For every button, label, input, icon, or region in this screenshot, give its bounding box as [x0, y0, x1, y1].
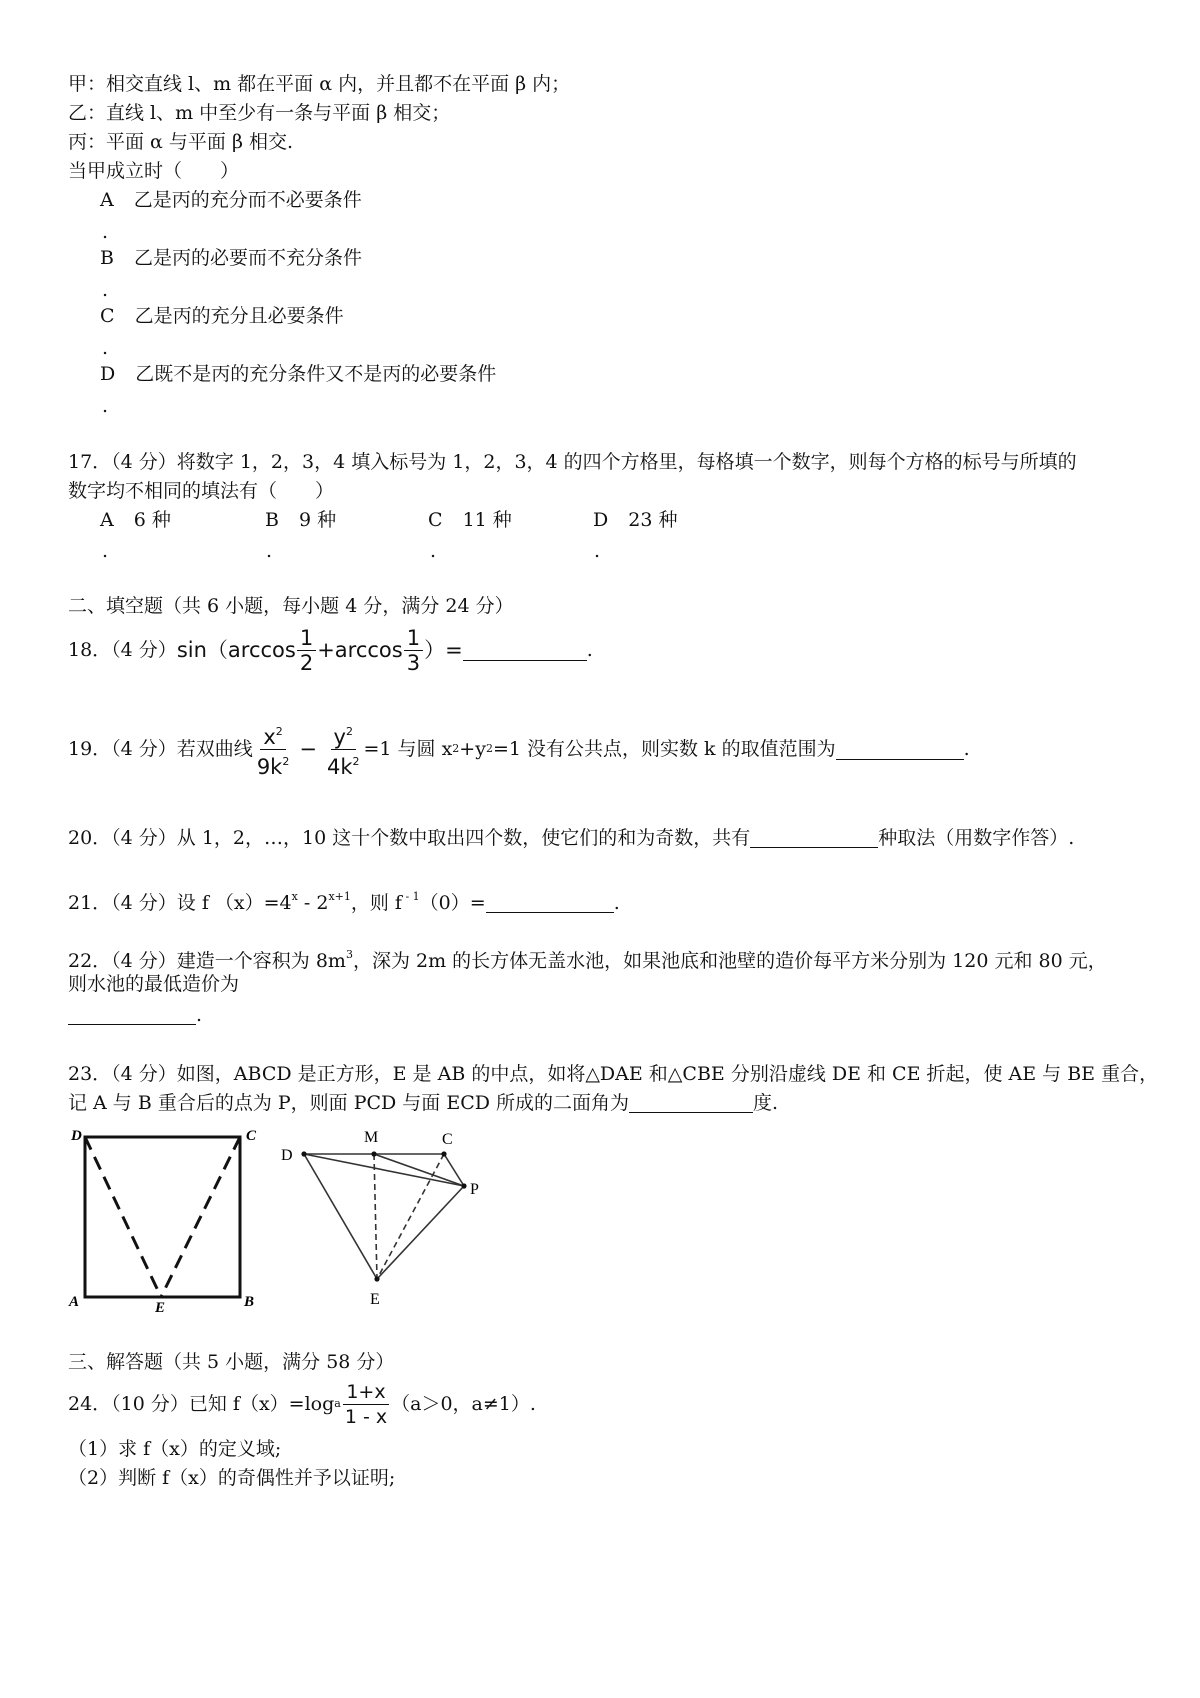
q21-period: . [613, 892, 620, 914]
q16-option-d [100, 361, 496, 387]
label-d: D [71, 1128, 82, 1144]
q20-answer-blank [750, 827, 878, 848]
edge-de [304, 1154, 377, 1279]
q16-option-a [100, 187, 362, 213]
point-d [301, 1151, 306, 1156]
option-dot: . [594, 540, 601, 562]
edge-dp [304, 1154, 464, 1186]
exponent: 2 [275, 724, 283, 738]
option-letter: D [593, 509, 609, 531]
label-c: C [246, 1128, 257, 1144]
q22-line1 [68, 942, 1107, 974]
option-letter: A [100, 189, 114, 211]
q19-text: =1 与圆 x [363, 738, 453, 760]
dashed-line-de [85, 1137, 161, 1297]
q21-text-4: （0）= [419, 892, 486, 914]
q18-sin: sin（arccos [176, 638, 296, 662]
q17-option-c [428, 507, 512, 533]
point-e [374, 1276, 379, 1281]
option-text: 11 种 [462, 509, 512, 531]
q23-answer-blank [629, 1092, 753, 1113]
label-a: A [69, 1294, 80, 1310]
q21-text-2: - 2 [297, 892, 329, 914]
q17-option-b [265, 507, 336, 533]
q20 [68, 825, 1074, 851]
denominator: 4k [326, 754, 353, 779]
exponent: 3 [345, 948, 353, 961]
q17-option-a [100, 507, 171, 533]
q18 [68, 622, 593, 678]
exponent: 2 [345, 724, 353, 738]
q19-text-2: +y [459, 738, 486, 760]
q19-label: 19．（4 分）若双曲线 [68, 738, 253, 760]
q22-line2: 则水池的最低造价为 [68, 973, 240, 995]
option-text: 9 种 [299, 509, 337, 531]
q22-answer-blank [68, 1004, 196, 1025]
q23-line1: 23．（4 分）如图，ABCD 是正方形，E 是 AB 的中点，如将△DAE 和△CBE 分别沿虚线 DE 和 CE 折起，使 AE 与 BE 重合， [68, 1063, 1159, 1085]
q18-plus-arccos: +arccos [317, 638, 403, 662]
option-dot: . [266, 540, 273, 562]
label-b: B [244, 1294, 255, 1310]
q16-condition-bing: 丙：平面 α 与平面 β 相交. [68, 131, 294, 153]
q20-text: 20．（4 分）从 1，2，…，10 这十个数中取出四个数，使它们的和为奇数，共有 [68, 827, 751, 849]
option-dot: . [102, 540, 109, 562]
q21-text-3: ，则 f [350, 892, 402, 914]
option-text: 乙是丙的必要而不充分条件 [134, 247, 363, 269]
option-letter: C [100, 305, 115, 327]
numerator: y [333, 724, 346, 749]
point-c [441, 1151, 446, 1156]
q18-fraction-2 [404, 626, 423, 675]
option-dot: . [430, 540, 437, 562]
q22-text-2: ，深为 2m 的长方体无盖水池，如果池底和池壁的造价每平方米分别为 120 元和 80 元， [352, 950, 1107, 972]
square-outline [85, 1137, 240, 1297]
option-dot: . [102, 337, 109, 359]
q24-part2: （2）判断 f（x）的奇偶性并予以证明; [68, 1467, 396, 1489]
option-letter: A [100, 509, 114, 531]
denominator: 9k [256, 754, 283, 779]
exponent: 2 [452, 742, 460, 755]
q22-text: 22．（4 分）建造一个容积为 8m [68, 950, 346, 972]
q16-condition-yi: 乙：直线 l、m 中至少有一条与平面 β 相交； [68, 102, 451, 124]
option-text: 乙是丙的充分且必要条件 [134, 305, 344, 327]
option-text: 乙既不是丙的充分条件又不是丙的必要条件 [135, 363, 497, 385]
option-dot: . [102, 221, 109, 243]
q18-period: . [586, 639, 593, 661]
point-m [371, 1151, 376, 1156]
q24-text: 24．（10 分）已知 f（x）=log [68, 1393, 335, 1415]
square-abcd-figure [62, 1122, 272, 1312]
option-letter: B [100, 247, 114, 269]
label-m: M [364, 1129, 379, 1146]
q18-answer-blank [463, 640, 587, 661]
denominator: 3 [406, 650, 421, 675]
numerator: 1+x [343, 1380, 388, 1405]
option-text: 6 种 [133, 509, 171, 531]
q18-label: 18．（4 分） [68, 639, 177, 661]
dashed-line-ce [161, 1137, 240, 1297]
inverse-exponent: - 1 [401, 890, 420, 903]
label-p: P [470, 1181, 479, 1198]
q24-part1: （1）求 f（x）的定义域; [68, 1438, 282, 1460]
option-text: 23 种 [628, 509, 678, 531]
q20-suffix: 种取法（用数字作答）. [878, 827, 1075, 849]
option-dot: . [102, 279, 109, 301]
q24-fraction [342, 1380, 390, 1429]
denominator: 1 - x [344, 1405, 388, 1428]
exponent: 2 [485, 742, 493, 755]
edge-cp [444, 1154, 464, 1186]
q17-option-d [593, 507, 678, 533]
q17-stem-line2: 数字均不相同的填法有（ ） [68, 480, 335, 502]
q18-fraction-1 [297, 626, 316, 675]
q16-option-c [100, 303, 344, 329]
q19-answer-blank [836, 739, 964, 760]
option-letter: C [428, 509, 443, 531]
edge-pe [377, 1186, 464, 1279]
numerator: x [263, 724, 276, 749]
option-letter: B [265, 509, 279, 531]
exponent: 2 [282, 754, 290, 768]
q18-close: ）= [424, 638, 463, 662]
label-d: D [281, 1147, 293, 1164]
q23-text: 记 A 与 B 重合后的点为 P，则面 PCD 与面 ECD 所成的二面角为 [68, 1092, 630, 1114]
q23-suffix: 度. [753, 1092, 779, 1114]
q21-text: 21．（4 分）设 f （x）=4 [68, 892, 292, 914]
exponent: x+1 [328, 890, 351, 903]
option-text: 乙是丙的充分而不必要条件 [133, 189, 362, 211]
q16-condition-jia: 甲：相交直线 l、m 都在平面 α 内，并且都不在平面 β 内； [68, 73, 571, 95]
label-c: C [442, 1131, 453, 1148]
section-2-heading: 二、填空题（共 6 小题，每小题 4 分，满分 24 分） [68, 595, 514, 617]
q22-answer-line [68, 1002, 202, 1028]
q19-fraction-y [324, 720, 363, 779]
q19-minus: − [299, 737, 317, 761]
option-dot: . [102, 395, 109, 417]
folded-pyramid-figure [274, 1122, 504, 1312]
numerator: 1 [297, 626, 316, 651]
label-e: E [370, 1291, 380, 1308]
log-base: a [334, 1397, 341, 1410]
exponent: 2 [352, 754, 360, 768]
q22-period: . [196, 1004, 203, 1026]
dashed-me [374, 1154, 377, 1279]
q21 [68, 884, 620, 916]
q24 [68, 1376, 536, 1432]
q19-text-3: =1 没有公共点，则实数 k 的取值范围为 [492, 738, 836, 760]
exponent: x [291, 890, 298, 903]
q19-period: . [963, 738, 970, 760]
option-letter: D [100, 363, 116, 385]
q17-stem-line1: 17．（4 分）将数字 1，2，3，4 填入标号为 1，2，3，4 的四个方格里，每格填一个数字，则每个方格的标号与所填的 [68, 451, 1077, 473]
q24-condition: （a＞0，a≠1）. [391, 1393, 536, 1415]
q16-stem: 当甲成立时（ ） [68, 160, 240, 182]
numerator: 1 [404, 626, 423, 651]
q23-line2 [68, 1090, 778, 1116]
denominator: 2 [299, 650, 314, 675]
q19-fraction-x [254, 720, 293, 779]
label-e: E [155, 1300, 166, 1312]
dashed-ce [377, 1154, 444, 1279]
q21-answer-blank [486, 892, 614, 913]
q16-option-b [100, 245, 362, 271]
section-3-heading: 三、解答题（共 5 小题，满分 58 分） [68, 1351, 395, 1373]
q19 [68, 716, 970, 782]
point-p [461, 1183, 466, 1188]
